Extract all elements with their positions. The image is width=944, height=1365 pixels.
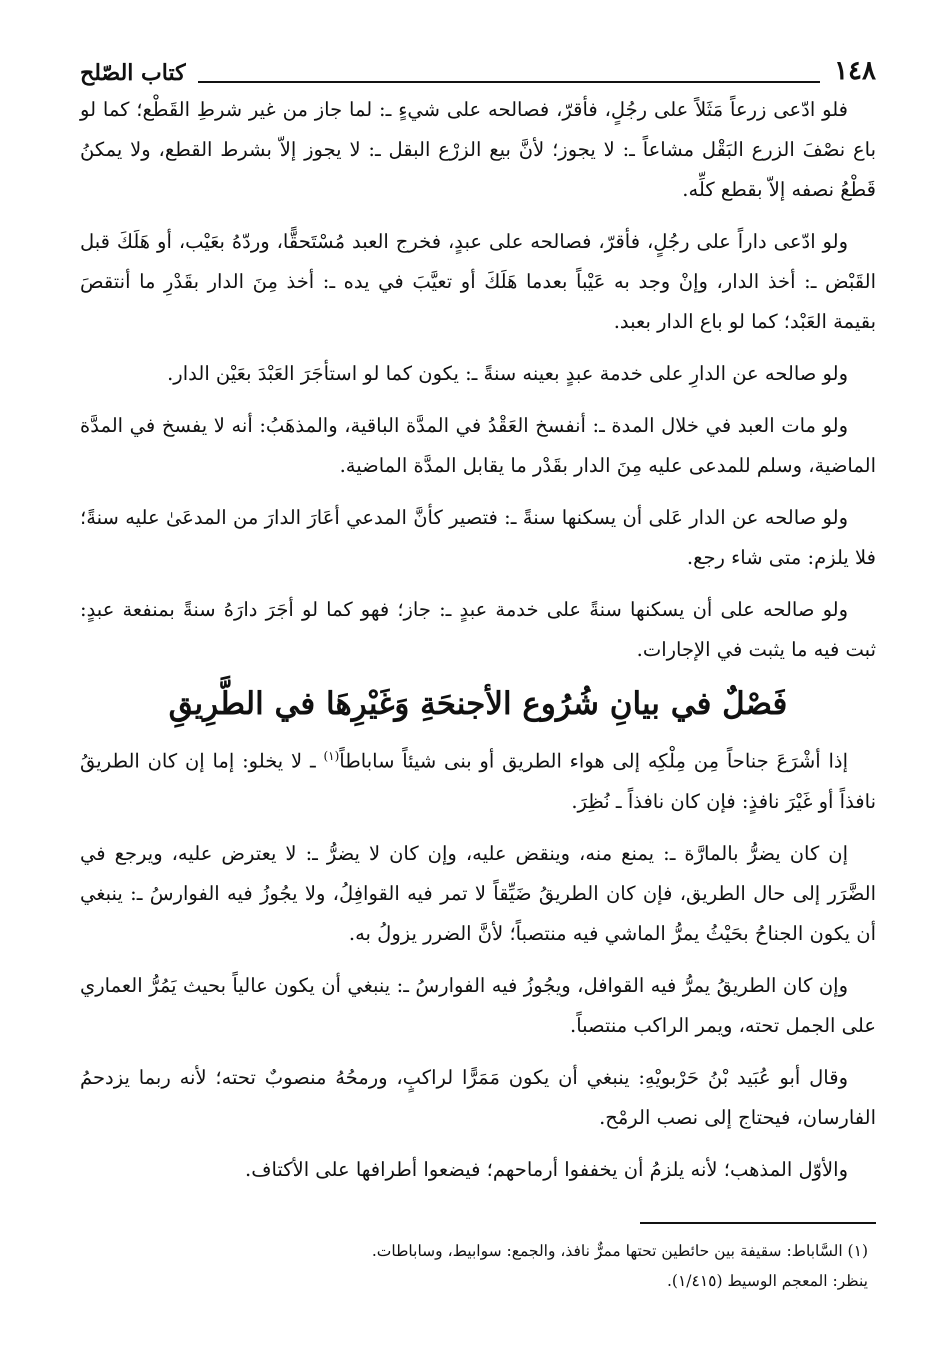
page-number: ١٤٨: [834, 56, 876, 86]
running-title: كتاب الصّلح: [80, 60, 186, 86]
section-paragraph-1-start: إذا أشْرَعَ جناحاً مِن مِلْكِه إلى هواء الطريق أو بنى شيئاً ساباطاً: [339, 749, 849, 773]
footnote-rule: [640, 1222, 876, 1224]
section-paragraph-1-end: ـ لا يخلو: إما إن كان الطريقُ نافذاً أو غَيْرَ نافذٍ: فإن كان نافذاً ـ نُظِرَ.: [80, 749, 876, 813]
paragraph-1: فلو ادّعى زرعاً مَثَلاً على رجُلٍ، فأقرّ، فصالحه على شيءٍ ـ: لما جاز من غير شرطِ القَطْع؛ كما لو باع نصْفَ الزرع البَقْل مشاعاً ـ: لا يجوز؛ لأنَّ بيع الزرْع البقل ـ: لا يجوز إلاّ بشرط القطع، ولا يمكنُ قَطْعُ نصفه إلاّ بقطع كلِّه.: [80, 98, 876, 201]
page-body: [80, 90, 876, 1202]
paragraph-2: ولو ادّعى داراً على رجُلٍ، فأقرّ، فصالحه على عبدٍ، فخرج العبد مُسْتَحقًّا، وردّهُ بعَيْب، أو هَلَكَ قبل القَبْض ـ: أخذ الدار، وإنْ وجد به عَيْباً بعدما هَلَكَ أو تعيَّبَ في يده ـ: أخذ مِنَ الدار بقَدْرِ ما أنتقصَ بقيمة العَبْد؛ كما لو باع الدار بعبد.: [80, 230, 876, 333]
paragraph-4: ولو مات العبد في خلال المدة ـ: أنفسخ العَقْدُ في المدَّة الباقية، والمذهَبُ: أنه لا يفسخ في المدَّة الماضية، وسلم للمدعى عليه مِنَ الدار بقَدْر ما يقابل المدَّة الماضية.: [80, 414, 876, 477]
section-paragraph-2: إن كان يضرُّ بالمارَّة ـ: يمنع منه، وينقض عليه، وإن كان لا يضرُّ ـ: لا يعترض عليه، ويرجع في الضَّرَر إلى حال الطريق، فإن كان الطريقُ ضَيِّقاً لا تمر فيه القوافِلُ، ولا يجُوزُ فيه الفوارسُ ـ: ينبغي أن يكون الجناحُ بحَيْثُ يمرُّ الماشي فيه منتصباً؛ لأنَّ الضرر يزولُ به.: [80, 841, 876, 945]
section-paragraph-5: والأوّل المذهب؛ لأنه يلزمُ أن يخففوا أرماحهم؛ فيضعوا أطرافها على الأكتاف.: [245, 1157, 848, 1181]
section-paragraph-4: وقال أبو عُبَيد بْنُ حَرْبويْهِ: ينبغي أن يكون مَمَرًّا لراكبٍ، ورمحُهُ منصوبٌ تحته؛ لأنه ربما يزدحمُ الفارسان، فيحتاج إلى نصب الرمْح.: [80, 1065, 876, 1129]
paragraph-5: ولو صالحه عن الدار عَلى أن يسكنها سنةً ـ: فتصير كأنَّ المدعي أعَارَ الدارَ من المدعَىٰ عليه سنةً؛ فلا يلزم: متى شاء رجع.: [80, 506, 876, 569]
footnote-1: (١) السَّاباط: سقيفة بين حائطين تحتها ممرٌّ نافذ، والجمع: سوابيط، وساباطات.: [371, 1242, 868, 1260]
header-rule: [198, 81, 820, 83]
section-paragraph-3: وإن كان الطريقُ يمرُّ فيه القوافل، ويجُوزُ فيه الفوارسُ ـ: ينبغي أن يكون عالياً بحيث يَمُرُّ العماري على الجمل تحته، ويمر الراكب منتصباً.: [80, 973, 876, 1037]
paragraph-3: ولو صالحه عن الدارِ على خدمة عبدٍ بعينه سنةً ـ: يكون كما لو استأجَرَ العَبْدَ بعَيْن الدار.: [167, 362, 848, 385]
footnote-source: ينظر: المعجم الوسيط (١/٤١٥).: [666, 1272, 868, 1290]
footnote-ref: (١): [323, 749, 340, 763]
footnotes: [80, 1236, 868, 1296]
section-paragraph-1: [80, 736, 876, 822]
paragraph-6: ولو صالحه على أن يسكنها سنةً على خدمة عبدٍ ـ: جاز؛ فهو كما لو أجَرَ دارَهُ سنةً بمنفعة عبدٍ: ثبت فيه ما يثبت في الإجارات.: [80, 598, 876, 661]
section-heading: فَصْلٌ في بيانِ شُرُوع الأجنحَةِ وَغَيْرِهَا في الطَّرِيقِ: [168, 686, 788, 722]
